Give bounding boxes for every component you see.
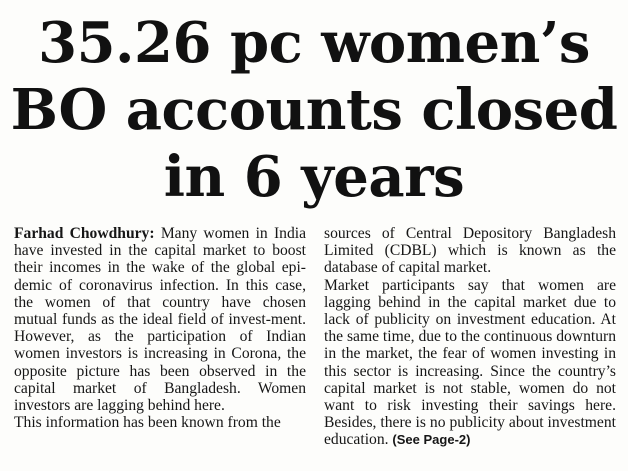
paragraph-text: Many women in India have invested in the capital market to boost their incomes in the wake of the global epi-demic of coronavirus infection. In this case, the women of that country have chosen mutual funds as the ideal field of invest-ment. However, as the participation of Indian women investors is increasing in Corona, the opposite picture has been observed in the capital market of Bangladesh. Women investors are lagging behind here. <box>14 225 306 415</box>
paragraph-text: sources of Central Depository Bangladesh Limited (CDBL) which is known as the database of capital market. <box>324 225 616 277</box>
article-paragraph <box>324 277 616 449</box>
paragraph-text: Market participants say that women are lagging behind in the capital market due to lack of publicity on investment education. At the same time, due to the continuous downturn in the market, the fear of women investing in this sector is increasing. Since the country’s capital market is not stable, women do not want to risk investing their savings here. Besides, there is no publicity about investment education. <box>324 276 616 449</box>
article-headline <box>0 10 628 211</box>
headline-line-2: BO accounts closed <box>10 77 618 143</box>
continued-on-page-link[interactable]: (See Page-2) <box>392 432 471 448</box>
article-paragraph <box>324 225 616 277</box>
paragraph-text: This information has been known from the <box>14 414 281 432</box>
article-column-left <box>14 225 306 431</box>
headline-line-3: in 6 years <box>163 144 465 210</box>
byline: Farhad Chowdhury: <box>14 225 155 242</box>
article-paragraph <box>14 414 306 431</box>
article-paragraph <box>14 225 306 414</box>
article-column-right <box>324 225 616 449</box>
headline-line-1: 35.26 pc women’s <box>38 10 590 76</box>
